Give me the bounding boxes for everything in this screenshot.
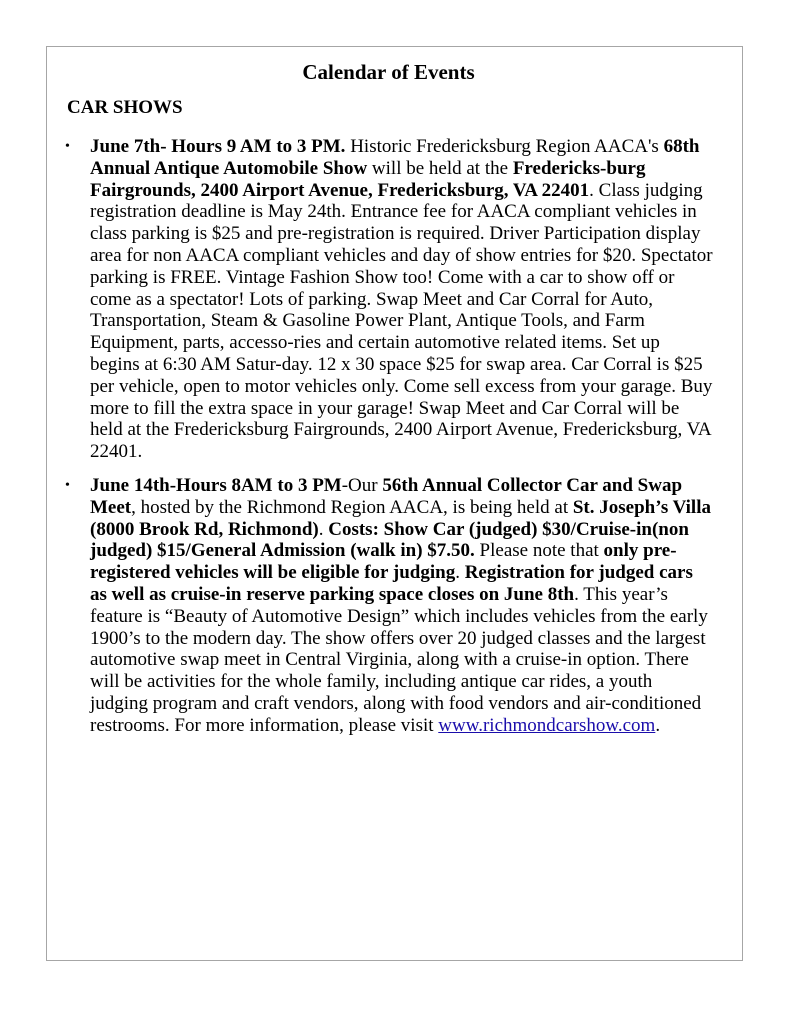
event-text-bold: 56th Annual Collector Car and Swap Meet [90, 474, 683, 518]
event-text: -Our [341, 474, 383, 496]
event-text: Please note that [474, 540, 604, 562]
event-text-bold: June 7th- Hours 9 AM to 3 PM. [90, 136, 346, 157]
event-text-bold: June 14th-Hours 8AM to 3 PM [90, 474, 342, 496]
event-text-bold: only pre-registered vehicles will be eligible for judging [90, 540, 677, 584]
event-description [90, 475, 714, 737]
event-description [90, 136, 714, 463]
page-title: Calendar of Events [302, 60, 475, 84]
event-list [0, 136, 791, 737]
event-text-bold: Registration for judged cars as well as cruise-in reserve parking space closes on June 8th [90, 562, 693, 605]
section-heading-car-shows: CAR SHOWS [67, 97, 183, 118]
bullet-icon: • [65, 477, 70, 493]
event-text: , hosted by the Richmond Region AACA, is being held at [131, 496, 573, 518]
event-text-bold: Costs: Show Car (judged) $30/Cruise-in(non judged) $15/General Admission (walk in) $7.50. [90, 518, 689, 562]
event-text: will be held at the [367, 157, 513, 179]
website-link[interactable]: www.richmondcarshow.com [438, 714, 656, 736]
event-text-bold: Fredericks-burg Fairgrounds, 2400 Airport Avenue, Fredericksburg, VA 22401 [90, 157, 646, 201]
event-text: . [455, 562, 465, 584]
event-text: . Class judging registration deadline is May 24th. Entrance fee for AACA compliant vehicles in class parking is $25 and pre-registration is required. Driver Participation display area for non AACA compliant vehicles and day of show entries for $20. Spectator parking is FREE. Vintage Fashion Show too! Come with a car to show off or come as a spectator! Lots of parking. Swap Meet and Car Corral for Auto, Transportation, Steam & Gasoline Power Plant, Antique Tools, and Farm Equipment, parts, accesso-ries and certain automotive related items. Set up begins at 6:30 AM Satur-day. 12 x 30 space $25 for swap area. Car Corral is $25 per vehicle, open to motor vehicles only. Come sell excess from your garage. Buy more to fill the extra space in your garage! Swap Meet and Car Corral will be held at the Fredericksburg Fairgrounds, 2400 Airport Avenue, Fredericksburg, VA 22401. [90, 179, 713, 463]
bullet-icon: • [65, 139, 70, 154]
event-text: Historic Fredericksburg Region AACA's [345, 136, 664, 157]
event-text: . [318, 518, 329, 540]
event-item-june-14 [0, 475, 791, 737]
event-text-bold: 68th Annual Antique Automobile Show [90, 136, 700, 179]
event-text: . [655, 714, 661, 736]
event-text: . This year’s feature is “Beauty of Automotive Design” which includes vehicles from the early 1900’s to the modern day. The show offers over 20 judged classes and the largest automotive swap meet in Central Virginia, along with a cruise-in option. There will be activities for the whole family, including antique car rides, a youth judging program and craft vendors, along with food vendors and air-conditioned restrooms. For more information, please visit [90, 583, 708, 736]
event-item-june-7 [0, 136, 791, 463]
event-text-bold: St. Joseph’s Villa (8000 Brook Rd, Richmond) [90, 496, 711, 540]
